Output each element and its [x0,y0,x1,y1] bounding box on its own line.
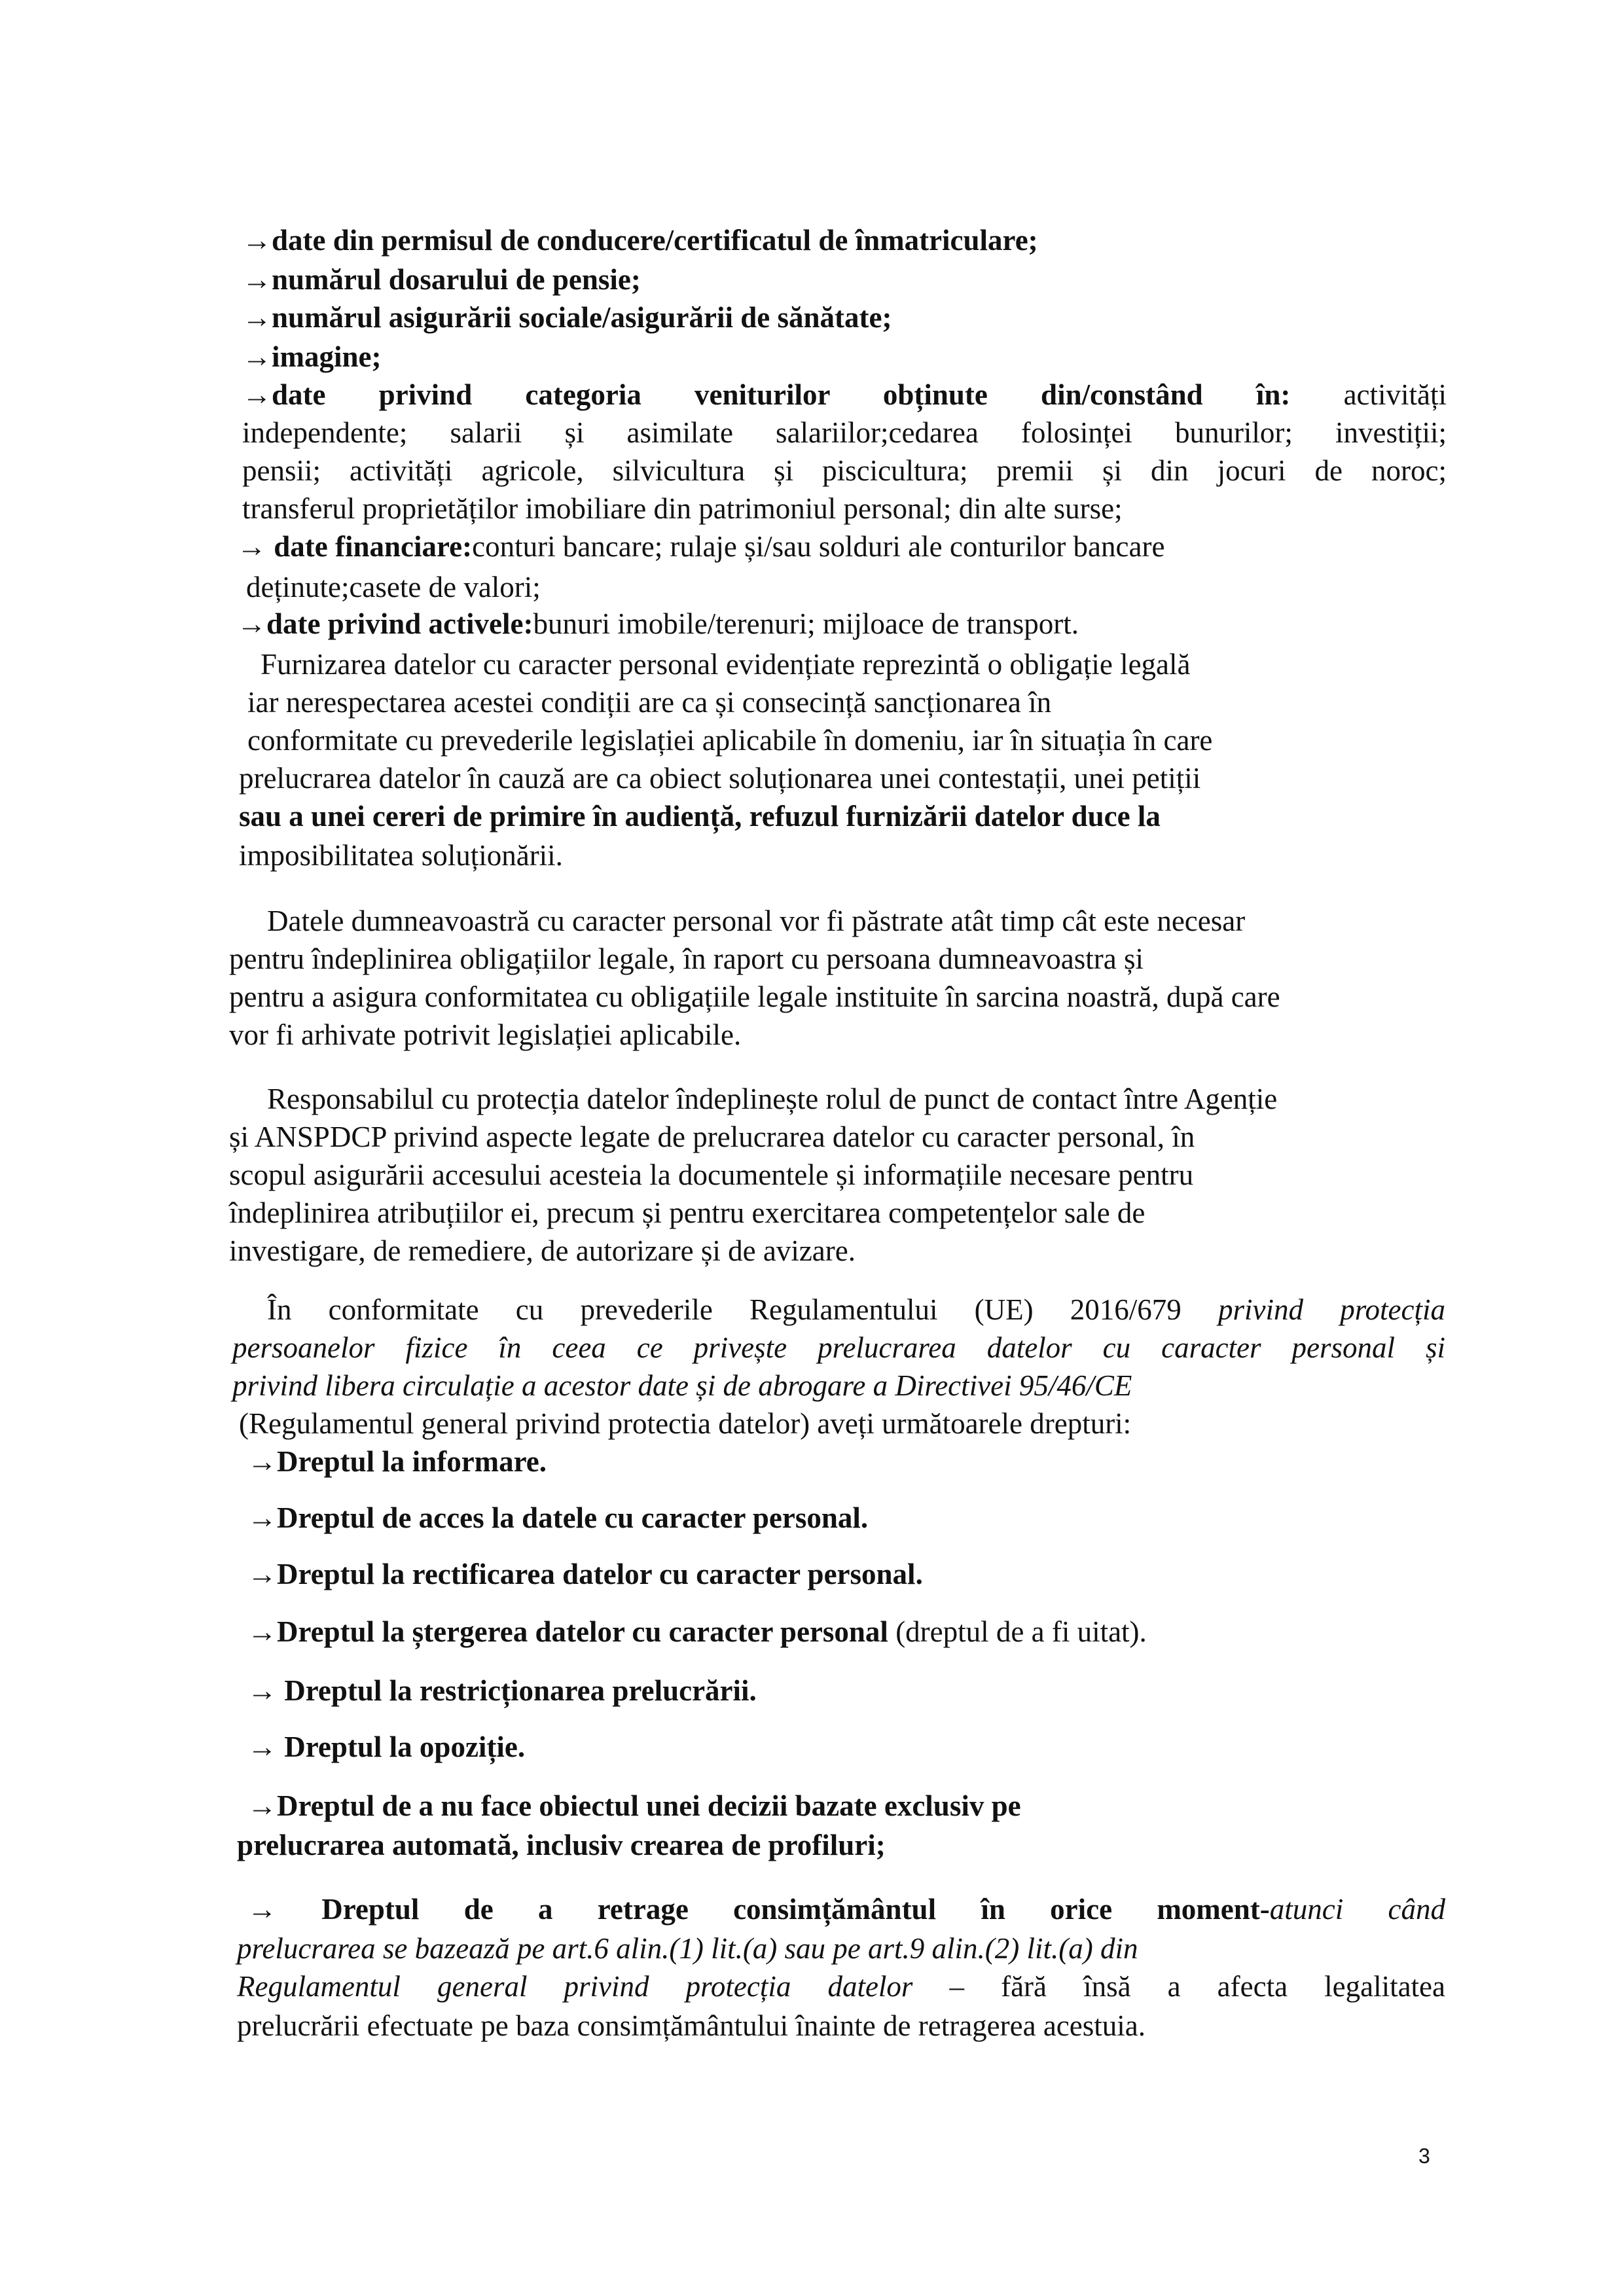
arrow-icon: → [237,530,266,563]
dpo-paragraph-line-1: Responsabilul cu protecția datelor îndeplinește rolul de punct de contact între Agenție [267,1083,1278,1115]
list-item-pension-file: →numărul dosarului de pensie; [242,263,641,296]
right-objection: → Dreptul la opoziție. [247,1731,526,1763]
list-item-assets: →date privind activele:bunuri imobile/terenuri; mijloace de transport. [237,607,1079,640]
right-restriction: → Dreptul la restricționarea prelucrării. [247,1674,757,1707]
obligation-paragraph-line-6: imposibilitatea soluționării. [239,839,563,872]
right-automated-decisions-line-2: prelucrarea automată, inclusiv crearea de profiluri; [237,1829,886,1861]
arrow-icon: → [242,340,272,373]
arrow-icon: → [242,263,272,296]
right-information: →Dreptul la informare. [247,1445,547,1478]
arrow-icon: → [242,301,272,334]
list-item-insurance-number: →numărul asigurării sociale/asigurării de sănătate; [242,301,892,334]
arrow-icon: → [247,1558,277,1590]
arrow-icon: → [247,1731,277,1763]
arrow-icon: → [242,378,272,411]
list-item-image: →imagine; [242,340,382,373]
right-automated-decisions: →Dreptul de a nu face obiectul unei decizii bazate exclusiv pe [247,1789,1021,1822]
page-number: 3 [1418,2144,1430,2168]
income-text-line-3: pensii; activități agricole, silvicultura și piscicultura; premii și din jocuri de noroc; [242,454,1447,487]
list-item-driving-license: →date din permisul de conducere/certificatul de înmatriculare; [242,224,1038,257]
right-access: →Dreptul de acces la datele cu caracter personal. [247,1501,869,1534]
arrow-icon: → [247,1674,277,1707]
dpo-paragraph-line-2: și ANSPDCP privind aspecte legate de prelucrarea datelor cu caracter personal, în [229,1121,1195,1153]
gdpr-paragraph-line-1: În conformitate cu prevederile Regulamentului (UE) 2016/679 privind protecția [267,1293,1445,1326]
arrow-icon: → [247,1501,277,1534]
obligation-paragraph-line-5: sau a unei cereri de primire în audiență, refuzul furnizării datelor duce la [239,800,1161,833]
retention-paragraph-line-1: Datele dumneavoastră cu caracter personal vor fi păstrate atât timp cât este necesar [267,905,1246,937]
withdraw-consent-line-3: Regulamentul general privind protecția datelor – fără însă a afecta legalitatea [237,1970,1446,2003]
dpo-paragraph-line-3: scopul asigurării accesului acesteia la documentele și informațiile necesare pentru [229,1158,1194,1191]
income-text-line-4: transferul proprietăților imobiliare din patrimoniul personal; din alte surse; [242,492,1123,525]
arrow-icon: → [247,1615,277,1648]
dpo-paragraph-line-5: investigare, de remediere, de autorizare și de avizare. [229,1234,856,1267]
right-erasure: →Dreptul la ștergerea datelor cu caracter personal (dreptul de a fi uitat). [247,1615,1147,1648]
arrow-icon: → [247,1445,277,1478]
obligation-paragraph-line-1: Furnizarea datelor cu caracter personal evidențiate reprezintă o obligație legală [261,648,1191,681]
arrow-icon: → [247,1893,277,1926]
dpo-paragraph-line-4: îndeplinirea atribuțiilor ei, precum și pentru exercitarea competențelor sale de [229,1196,1146,1229]
list-item-financial-data: → date financiare:conturi bancare; rulaje și/sau solduri ale conturilor bancare [237,530,1165,563]
retention-paragraph-line-2: pentru îndeplinirea obligațiilor legale, în raport cu persoana dumneavoastra și [229,942,1144,975]
right-rectification: →Dreptul la rectificarea datelor cu caracter personal. [247,1558,923,1590]
arrow-icon: → [242,224,272,257]
gdpr-paragraph-line-3: privind libera circulație a acestor date și de abrogare a Directivei 95/46/CE [232,1369,1132,1402]
income-text-line-2: independente; salarii și asimilate salariilor;cedarea folosinței bunurilor; investiții; [242,416,1447,449]
retention-paragraph-line-3: pentru a asigura conformitatea cu obligațiile legale instituite în sarcina noastră, după care [229,980,1280,1013]
arrow-icon: → [247,1789,277,1822]
right-withdraw-consent: → Dreptul de a retrage consimțământul în orice moment-atunci când [247,1893,1445,1926]
list-item-income-categories: →date privind categoria veniturilor obținute din/constând în: activități [242,378,1447,411]
financial-text-line-2: deținute;casete de valori; [246,571,541,603]
gdpr-paragraph-line-4: (Regulamentul general privind protectia datelor) aveți următoarele drepturi: [239,1407,1132,1440]
withdraw-consent-line-2: prelucrarea se bazează pe art.6 alin.(1) lit.(a) sau pe art.9 alin.(2) lit.(a) din [237,1932,1138,1965]
obligation-paragraph-line-4: prelucrarea datelor în cauză are ca obiect soluționarea unei contestații, unei petiții [239,762,1201,795]
withdraw-consent-line-4: prelucrării efectuate pe baza consimțământului înainte de retragerea acestuia. [237,2009,1146,2042]
arrow-icon: → [237,607,266,640]
gdpr-paragraph-line-2: persoanelor fizice în ceea ce privește prelucrarea datelor cu caracter personal și [232,1331,1445,1364]
obligation-paragraph-line-3: conformitate cu prevederile legislației aplicabile în domeniu, iar în situația în care [247,724,1213,757]
retention-paragraph-line-4: vor fi arhivate potrivit legislației aplicabile. [229,1018,742,1051]
obligation-paragraph-line-2: iar nerespectarea acestei condiții are ca și consecință sancționarea în [247,686,1052,719]
